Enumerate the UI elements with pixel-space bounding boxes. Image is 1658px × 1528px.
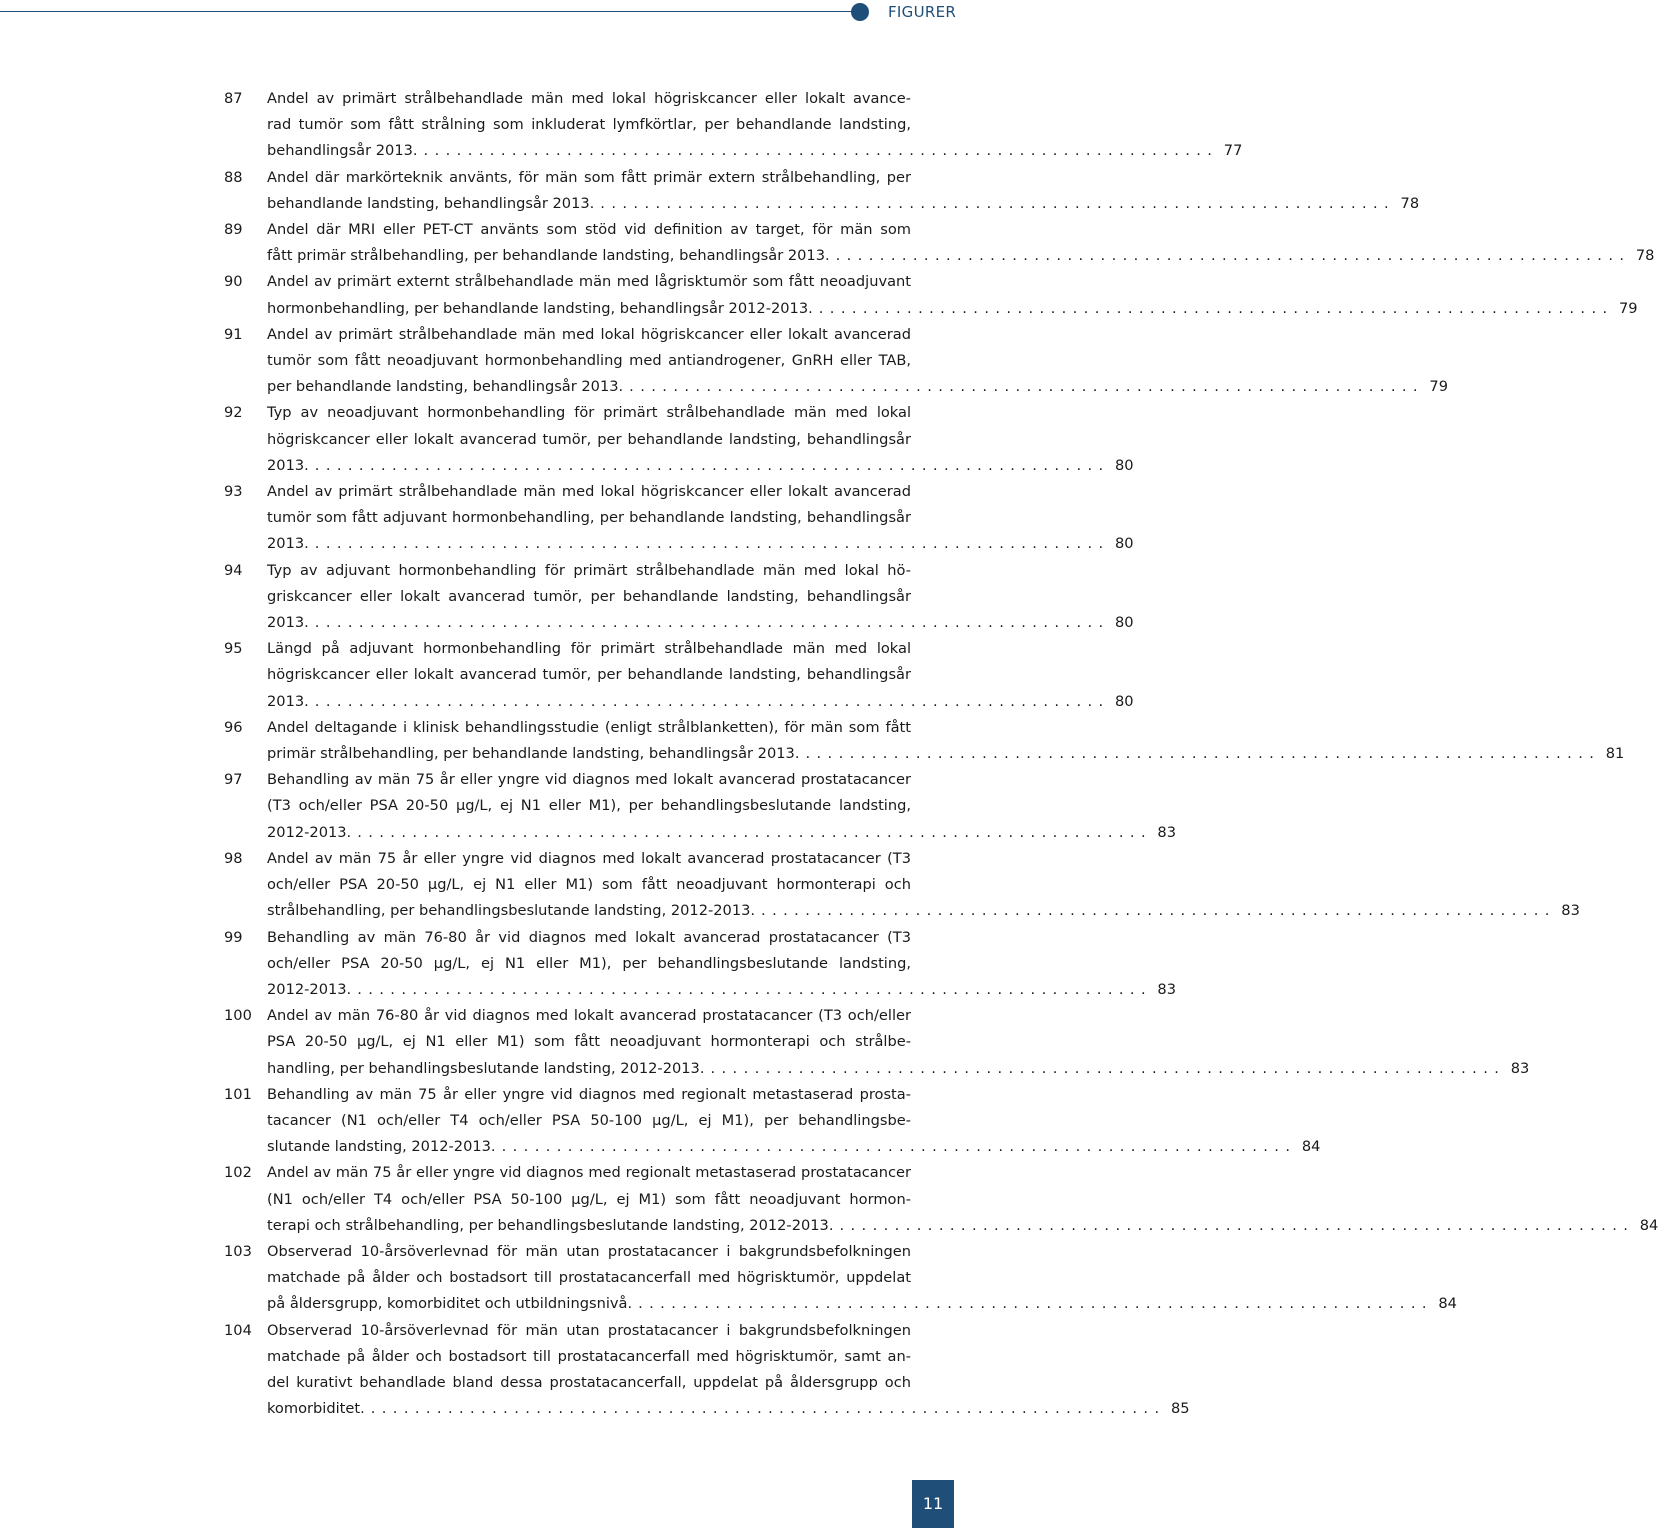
dot-leader: ........................................................................ bbox=[370, 1400, 1166, 1418]
figure-caption-end: 2013. bbox=[267, 535, 309, 553]
dot-leader: ........................................................................ bbox=[423, 142, 1219, 160]
figure-caption-end: strålbehandling, per behandlingsbeslutande landsting, 2012-2013. bbox=[267, 902, 756, 920]
page-reference[interactable]: 79 bbox=[1429, 378, 1448, 396]
figure-number: 87 bbox=[224, 90, 243, 107]
page-reference[interactable]: 83 bbox=[1157, 980, 1176, 998]
dot-leader: ........................................................................ bbox=[357, 980, 1152, 998]
figure-caption-line: Andel deltagande i klinisk behandlingsstudie (enligt strålblanketten), för män som fått bbox=[267, 718, 911, 736]
figure-caption-lastline bbox=[267, 1291, 1457, 1317]
figure-caption-lastline bbox=[267, 531, 1134, 557]
toc-entry[interactable] bbox=[0, 322, 1448, 401]
toc-entry[interactable] bbox=[0, 165, 1420, 217]
figure-number: 93 bbox=[224, 483, 243, 501]
figure-caption-line: Andel av män 76-80 år vid diagnos med lokalt avancerad prostatacancer (T3 och/eller bbox=[267, 1007, 911, 1025]
page-number-badge: 11 bbox=[912, 1480, 954, 1528]
figure-caption-end: på åldersgrupp, komorbiditet och utbildningsnivå. bbox=[267, 1295, 633, 1313]
toc-entry[interactable] bbox=[0, 1160, 1658, 1239]
figure-caption-line: matchade på ålder och bostadsort till prostatacancerfall med högrisktumör, uppdelat bbox=[267, 1269, 911, 1287]
page-reference[interactable]: 77 bbox=[1223, 142, 1243, 160]
page-reference[interactable]: 78 bbox=[1400, 194, 1420, 212]
figure-number: 103 bbox=[224, 1242, 252, 1260]
figure-caption-lastline bbox=[267, 1396, 1190, 1422]
dot-leader: ........................................................................ bbox=[835, 247, 1631, 265]
dot-leader: ........................................................................ bbox=[314, 614, 1110, 632]
figure-caption-lastline bbox=[267, 191, 1420, 217]
figure-number: 88 bbox=[224, 168, 243, 186]
figure-caption-end: 2013. bbox=[267, 456, 309, 474]
figure-caption-end: behandlande landsting, behandlingsår 2013. bbox=[267, 194, 595, 212]
figure-number: 99 bbox=[224, 928, 243, 946]
figure-caption-line: Andel av primärt strålbehandlade män med lokal högriskcancer eller lokalt avancerad bbox=[267, 483, 911, 501]
figure-caption-end: 2012-2013. bbox=[267, 823, 352, 841]
toc-entry[interactable] bbox=[0, 86, 1243, 165]
figure-caption-line: Observerad 10-årsöverlevnad för män utan prostatacancer i bakgrundsbefolkningen bbox=[267, 1242, 911, 1260]
toc-entry[interactable] bbox=[0, 846, 1580, 925]
figure-number: 92 bbox=[224, 404, 243, 422]
dot-leader: ........................................................................ bbox=[761, 902, 1556, 920]
page-reference[interactable]: 79 bbox=[1618, 299, 1638, 317]
figure-caption-lastline bbox=[267, 977, 1176, 1003]
page-reference[interactable]: 83 bbox=[1157, 823, 1176, 841]
dot-leader: ........................................................................ bbox=[818, 299, 1614, 317]
figure-caption-line: Behandling av män 75 år eller yngre vid diagnos med lokalt avancerad prostatacancer bbox=[267, 771, 911, 789]
figure-number: 102 bbox=[224, 1164, 252, 1182]
figure-number: 98 bbox=[224, 849, 243, 867]
figure-caption-line: PSA 20-50 μg/L, ej N1 eller M1) som fått neoadjuvant hormonterapi och strålbe- bbox=[267, 1033, 911, 1051]
figure-caption-end: 2012-2013. bbox=[267, 980, 352, 998]
figure-number: 97 bbox=[224, 771, 243, 789]
toc-entry[interactable] bbox=[0, 400, 1134, 479]
figure-caption-end: 2013. bbox=[267, 614, 309, 632]
figure-caption-end: fått primär strålbehandling, per behandlande landsting, behandlingsår 2013. bbox=[267, 247, 830, 265]
figure-caption-line: Andel av primärt externt strålbehandlade män med lågrisktumör som fått neoadjuvant bbox=[267, 273, 911, 291]
figure-caption-lastline bbox=[267, 243, 1655, 269]
dot-leader: ........................................................................ bbox=[629, 378, 1424, 396]
figure-caption-line: Andel av primärt strålbehandlade män med lokal högriskcancer eller lokalt avance- bbox=[267, 90, 911, 107]
toc-entry[interactable] bbox=[0, 269, 1638, 321]
figure-caption-line: Typ av neoadjuvant hormonbehandling för primärt strålbehandlade män med lokal bbox=[267, 404, 911, 422]
figure-caption-lastline bbox=[267, 138, 1243, 164]
toc-entry[interactable] bbox=[0, 767, 1176, 846]
figure-number: 94 bbox=[224, 561, 243, 579]
figure-caption-line: rad tumör som fått strålning som inkluderat lymfkörtlar, per behandlande landsting, bbox=[267, 116, 911, 134]
toc-entry[interactable] bbox=[0, 715, 1625, 767]
figure-caption-lastline bbox=[267, 374, 1448, 400]
figure-caption-line: Andel av primärt strålbehandlade män med lokal högriskcancer eller lokalt avancerad bbox=[267, 325, 911, 343]
header-rule bbox=[0, 11, 852, 12]
figure-number: 95 bbox=[224, 640, 243, 658]
list-of-figures bbox=[0, 86, 1658, 1422]
figure-caption-line: griskcancer eller lokalt avancerad tumör, per behandlande landsting, behandlingsår bbox=[267, 587, 911, 605]
figure-caption-line: Andel där markörteknik använts, för män som fått primär extern strålbehandling, per bbox=[267, 168, 911, 186]
figure-caption-lastline bbox=[267, 296, 1638, 322]
dot-leader: ........................................................................ bbox=[357, 823, 1152, 841]
figure-caption-line: Andel av män 75 år eller yngre vid diagnos med regionalt metastaserad prostatacancer bbox=[267, 1164, 911, 1182]
page-reference[interactable]: 81 bbox=[1605, 745, 1625, 763]
figure-caption-line: tacancer (N1 och/eller T4 och/eller PSA 50-100 μg/L, ej M1), per behandlingsbe- bbox=[267, 1111, 911, 1129]
dot-leader: ........................................................................ bbox=[839, 1216, 1635, 1234]
figure-caption-line: matchade på ålder och bostadsort till prostatacancerfall med högrisktumör, samt an- bbox=[267, 1347, 911, 1365]
figure-caption-end: 2013. bbox=[267, 692, 309, 710]
page-reference[interactable]: 80 bbox=[1115, 692, 1134, 710]
page-reference[interactable]: 84 bbox=[1639, 1216, 1658, 1234]
figure-number: 104 bbox=[224, 1321, 252, 1339]
toc-entry[interactable] bbox=[0, 1318, 1190, 1423]
dot-leader: ........................................................................ bbox=[314, 456, 1110, 474]
toc-entry[interactable] bbox=[0, 558, 1134, 637]
figure-caption-line: Behandling av män 75 år eller yngre vid diagnos med regionalt metastaserad prosta- bbox=[267, 1085, 911, 1103]
dot-leader: ........................................................................ bbox=[600, 194, 1396, 212]
figure-caption-end: per behandlande landsting, behandlingsår 2013. bbox=[267, 378, 624, 396]
figure-caption-end: komorbiditet. bbox=[267, 1400, 365, 1418]
figure-caption-line: (T3 och/eller PSA 20-50 μg/L, ej N1 eller M1), per behandlingsbeslutande landsting, bbox=[267, 797, 911, 815]
figure-caption-line: och/eller PSA 20-50 μg/L, ej N1 eller M1) som fått neoadjuvant hormonterapi och bbox=[267, 876, 911, 894]
figure-caption-line: Längd på adjuvant hormonbehandling för primärt strålbehandlade män med lokal bbox=[267, 640, 911, 658]
figure-number: 90 bbox=[224, 273, 243, 291]
figure-caption-line: Typ av adjuvant hormonbehandling för primärt strålbehandlade män med lokal hö- bbox=[267, 561, 911, 579]
figure-caption-line: Andel där MRI eller PET-CT använts som stöd vid definition av target, för män som bbox=[267, 221, 911, 239]
page-reference[interactable]: 80 bbox=[1115, 456, 1134, 474]
figure-caption-lastline bbox=[267, 820, 1176, 846]
figure-caption-end: terapi och strålbehandling, per behandlingsbeslutande landsting, 2012-2013. bbox=[267, 1216, 834, 1234]
dot-leader: ........................................................................ bbox=[710, 1059, 1506, 1077]
toc-entry[interactable] bbox=[0, 1239, 1457, 1318]
figure-caption-line: Behandling av män 76-80 år vid diagnos med lokalt avancerad prostatacancer (T3 bbox=[267, 928, 911, 946]
figure-caption-line: högriskcancer eller lokalt avancerad tumör, per behandlande landsting, behandlingsår bbox=[267, 430, 911, 448]
dot-leader: ........................................................................ bbox=[638, 1295, 1433, 1313]
figure-caption-end: handling, per behandlingsbeslutande landsting, 2012-2013. bbox=[267, 1059, 705, 1077]
page-reference[interactable]: 83 bbox=[1510, 1059, 1530, 1077]
page-reference[interactable]: 85 bbox=[1170, 1400, 1190, 1418]
header-dot-icon bbox=[851, 3, 869, 21]
page-reference[interactable]: 78 bbox=[1635, 247, 1655, 265]
figure-caption-lastline bbox=[267, 898, 1580, 924]
figure-number: 101 bbox=[224, 1085, 252, 1103]
figure-caption-lastline bbox=[267, 1213, 1658, 1239]
toc-entry[interactable] bbox=[0, 925, 1176, 1004]
dot-leader: ........................................................................ bbox=[805, 745, 1601, 763]
figure-number: 89 bbox=[224, 221, 243, 239]
toc-entry[interactable] bbox=[0, 1082, 1321, 1161]
figure-caption-lastline bbox=[267, 453, 1134, 479]
page-reference[interactable]: 84 bbox=[1438, 1295, 1457, 1313]
section-title: FIGURER bbox=[888, 3, 957, 21]
figure-caption-line: Andel av män 75 år eller yngre vid diagnos med lokalt avancerad prostatacancer (T3 bbox=[267, 849, 911, 867]
figure-caption-lastline bbox=[267, 1134, 1321, 1160]
figure-number: 91 bbox=[224, 325, 243, 343]
figure-number: 96 bbox=[224, 718, 243, 736]
figure-caption-line: tumör som fått adjuvant hormonbehandling, per behandlande landsting, behandlingsår bbox=[267, 509, 911, 527]
figure-caption-lastline bbox=[267, 741, 1625, 767]
figure-caption-line: tumör som fått neoadjuvant hormonbehandling med antiandrogener, GnRH eller TAB, bbox=[267, 352, 911, 370]
dot-leader: ........................................................................ bbox=[501, 1138, 1297, 1156]
toc-entry[interactable] bbox=[0, 1003, 1530, 1082]
page-header bbox=[0, 0, 960, 24]
dot-leader: ........................................................................ bbox=[314, 692, 1110, 710]
figure-caption-line: Observerad 10-årsöverlevnad för män utan prostatacancer i bakgrundsbefolkningen bbox=[267, 1321, 911, 1339]
figure-caption-end: primär strålbehandling, per behandlande landsting, behandlingsår 2013. bbox=[267, 745, 800, 763]
figure-caption-end: hormonbehandling, per behandlande landsting, behandlingsår 2012-2013. bbox=[267, 299, 813, 317]
figure-caption-lastline bbox=[267, 689, 1134, 715]
figure-caption-line: (N1 och/eller T4 och/eller PSA 50-100 μg/L, ej M1) som fått neoadjuvant hormon- bbox=[267, 1190, 911, 1208]
page-reference[interactable]: 80 bbox=[1115, 614, 1134, 632]
toc-entry[interactable] bbox=[0, 636, 1134, 715]
figure-caption-end: behandlingsår 2013. bbox=[267, 142, 418, 160]
page-reference[interactable]: 84 bbox=[1301, 1138, 1321, 1156]
figure-caption-line: högriskcancer eller lokalt avancerad tumör, per behandlande landsting, behandlingsår bbox=[267, 666, 911, 684]
figure-caption-line: och/eller PSA 20-50 μg/L, ej N1 eller M1), per behandlingsbeslutande landsting, bbox=[267, 954, 911, 972]
dot-leader: ........................................................................ bbox=[314, 535, 1110, 553]
page-reference[interactable]: 80 bbox=[1115, 535, 1134, 553]
figure-caption-end: slutande landsting, 2012-2013. bbox=[267, 1138, 496, 1156]
figure-caption-lastline bbox=[267, 610, 1134, 636]
figure-caption-lastline bbox=[267, 1056, 1530, 1082]
toc-entry[interactable] bbox=[0, 479, 1134, 558]
figure-caption-line: del kurativt behandlade bland dessa prostatacancerfall, uppdelat på åldersgrupp och bbox=[267, 1373, 911, 1391]
toc-entry[interactable] bbox=[0, 217, 1655, 269]
figure-number: 100 bbox=[224, 1007, 252, 1025]
page-reference[interactable]: 83 bbox=[1561, 902, 1580, 920]
